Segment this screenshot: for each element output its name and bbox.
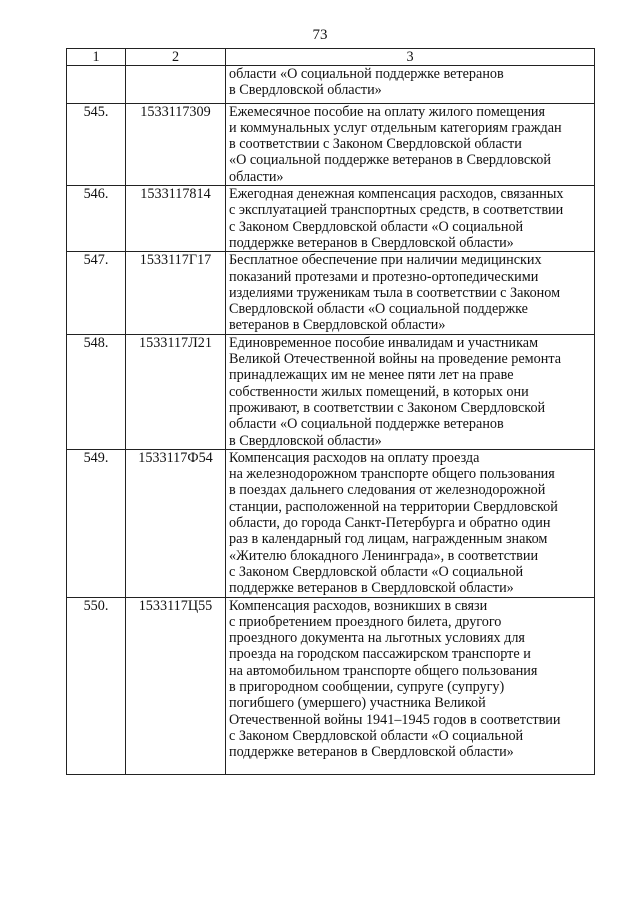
description-line: с Законом Свердловской области «О социальной	[229, 727, 524, 744]
description-line: на автомобильном транспорте общего пользования	[229, 662, 538, 679]
row-number-cell: 547.	[67, 252, 126, 334]
description-line: поддержке ветеранов в Свердловской области»	[229, 744, 514, 761]
description-line: Отечественной войны 1941–1945 годов в соответствии	[229, 711, 561, 728]
description-line: раз в календарный год лицам, награжденным знаком	[229, 531, 548, 548]
budget-code-table	[66, 48, 595, 775]
description-cell	[226, 103, 595, 185]
description-line: поддержке ветеранов в Свердловской области»	[229, 234, 514, 251]
description-line: области»	[229, 168, 284, 185]
continuation-description-cell	[226, 66, 595, 104]
description-line: принадлежащих им не менее пяти лет на праве	[229, 367, 514, 384]
continuation-number-cell	[67, 66, 126, 104]
continuation-row	[67, 66, 595, 104]
row-number-cell: 545.	[67, 103, 126, 185]
description-line: с Законом Свердловской области «О социальной	[229, 218, 524, 235]
description-line: проезда на городском пассажирском транспорте и	[229, 646, 531, 663]
description-line: погибшего (умершего) участника Великой	[229, 695, 486, 712]
table-row	[67, 252, 595, 334]
description-line: в соответствии с Законом Свердловской области	[229, 136, 522, 153]
budget-code-cell: 1533117Г17	[126, 252, 226, 334]
description-line: в поездах дальнего следования от железнодорожной	[229, 482, 546, 499]
description-line: ветеранов в Свердловской области»	[229, 317, 446, 334]
description-line: в пригородном сообщении, супруге (супругу)	[229, 678, 505, 695]
table-row	[67, 597, 595, 775]
description-cell	[226, 252, 595, 334]
row-number-cell: 550.	[67, 597, 126, 775]
description-line: станции, расположенной на территории Свердловской	[229, 498, 558, 515]
table-row	[67, 103, 595, 185]
description-line: с приобретением проездного билета, другого	[229, 613, 502, 630]
continuation-code-cell	[126, 66, 226, 104]
description-line: Компенсация расходов на оплату проезда	[229, 449, 480, 466]
column-header-code: 2	[126, 49, 226, 66]
description-line: проездного документа на льготных условиях для	[229, 630, 525, 647]
description-line: поддержке ветеранов в Свердловской области»	[229, 580, 514, 597]
description-line: области «О социальной поддержке ветеранов	[229, 416, 504, 433]
description-line: на железнодорожном транспорте общего пользования	[229, 466, 555, 483]
description-line: и коммунальных услуг отдельным категориям граждан	[229, 119, 562, 136]
table-row	[67, 449, 595, 597]
description-line: «Жителю блокадного Ленинграда», в соответствии	[229, 547, 539, 564]
column-header-description: 3	[226, 49, 595, 66]
description-line: с Законом Свердловской области «О социальной	[229, 563, 524, 580]
description-line: «О социальной поддержке ветеранов в Свердловской	[229, 152, 551, 169]
budget-code-cell: 1533117309	[126, 103, 226, 185]
description-line: показаний протезами и протезно-ортопедическими	[229, 268, 539, 285]
description-line: области «О социальной поддержке ветеранов	[229, 66, 504, 82]
budget-code-cell: 1533117814	[126, 186, 226, 252]
row-number-cell: 549.	[67, 449, 126, 597]
description-line: Свердловской области «О социальной поддержке	[229, 301, 528, 318]
description-cell	[226, 334, 595, 449]
description-line: Великой Отечественной войны на проведение ремонта	[229, 351, 562, 368]
column-header-number: 1	[67, 49, 126, 66]
description-line: Ежегодная денежная компенсация расходов, связанных	[229, 186, 564, 203]
description-line: изделиями труженикам тыла в соответствии с Законом	[229, 284, 561, 301]
description-line: Компенсация расходов, возникших в связи	[229, 597, 488, 614]
description-line: Ежемесячное пособие на оплату жилого помещения	[229, 103, 546, 120]
description-cell	[226, 597, 595, 775]
budget-code-cell: 1533117Ц55	[126, 597, 226, 775]
description-line: в Свердловской области»	[229, 82, 382, 99]
description-line: Единовременное пособие инвалидам и участникам	[229, 334, 539, 351]
table-row	[67, 186, 595, 252]
row-number-cell: 546.	[67, 186, 126, 252]
description-line: области, до города Санкт-Петербурга и обратно один	[229, 515, 551, 532]
budget-code-cell: 1533117Л21	[126, 334, 226, 449]
description-cell	[226, 449, 595, 597]
description-line: собственности жилых помещений, в которых они	[229, 383, 529, 400]
table-header-row	[67, 49, 595, 66]
description-line: с эксплуатацией транспортных средств, в соответствии	[229, 202, 564, 219]
description-line: Бесплатное обеспечение при наличии медицинских	[229, 252, 542, 269]
row-number-cell: 548.	[67, 334, 126, 449]
description-line: в Свердловской области»	[229, 432, 382, 449]
description-line: проживают, в соответствии с Законом Свердловской	[229, 399, 546, 416]
description-cell	[226, 186, 595, 252]
page-number: 73	[312, 27, 328, 43]
table-row	[67, 334, 595, 449]
budget-code-cell: 1533117Ф54	[126, 449, 226, 597]
